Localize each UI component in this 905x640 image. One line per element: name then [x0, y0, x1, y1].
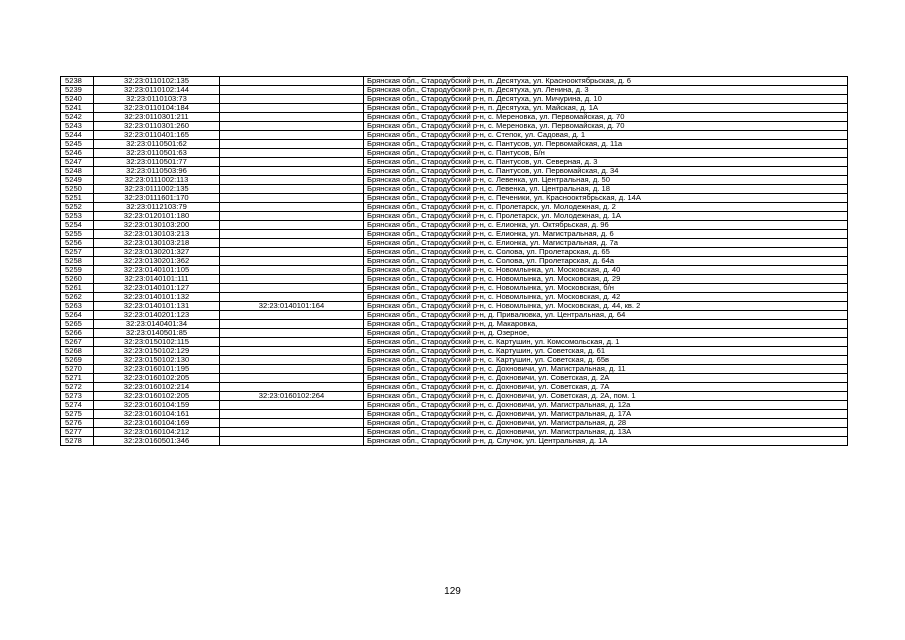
- table-row: [61, 212, 848, 221]
- table-row: [61, 374, 848, 383]
- cadastral-number-cell: 32:23:0112103:79: [94, 203, 220, 212]
- page-number: 129: [444, 586, 461, 597]
- cadastral-number-cell: 32:23:0140101:105: [94, 266, 220, 275]
- address-cell: Брянская обл., Стародубский р-н, с. Пролетарск, ул. Молодежная, д. 1А: [364, 212, 848, 221]
- table-row: [61, 95, 848, 104]
- cadastral-number-cell: 32:23:0160102:205: [94, 374, 220, 383]
- table-row: [61, 410, 848, 419]
- row-number-cell: 5239: [61, 86, 94, 95]
- address-cell: Брянская обл., Стародубский р-н, с. Новомлынка, ул. Московская, д. 29: [364, 275, 848, 284]
- address-cell: Брянская обл., Стародубский р-н, д. Озерное,: [364, 329, 848, 338]
- cadastral-number-cell: 32:23:0130201:327: [94, 248, 220, 257]
- table-row: [61, 293, 848, 302]
- table-row: [61, 356, 848, 365]
- cadastral-number-cell: 32:23:0110501:77: [94, 158, 220, 167]
- address-cell: Брянская обл., Стародубский р-н, с. Дохновичи, ул. Советская, д. 2А: [364, 374, 848, 383]
- cadastral-number-cell: 32:23:0160102:214: [94, 383, 220, 392]
- table-row: [61, 329, 848, 338]
- table-row: [61, 302, 848, 311]
- row-number-cell: 5255: [61, 230, 94, 239]
- address-cell: Брянская обл., Стародубский р-н, с. Дохновичи, ул. Магистральная, д. 28: [364, 419, 848, 428]
- table-row: [61, 203, 848, 212]
- address-cell: Брянская обл., Стародубский р-н, с. Левенка, ул. Центральная, д. 18: [364, 185, 848, 194]
- table-row: [61, 275, 848, 284]
- address-cell: Брянская обл., Стародубский р-н, с. Пантусов, ул. Первомайская, д. 11а: [364, 140, 848, 149]
- address-cell: Брянская обл., Стародубский р-н, п. Десятуха, ул. Ленина, д. 3: [364, 86, 848, 95]
- address-cell: Брянская обл., Стародубский р-н, с. Картушин, ул. Комсомольская, д. 1: [364, 338, 848, 347]
- related-cadastral-number-cell: [220, 167, 364, 176]
- address-cell: Брянская обл., Стародубский р-н, с. Новомлынка, ул. Московская, д. 44, кв. 2: [364, 302, 848, 311]
- cadastral-number-cell: 32:23:0160104:169: [94, 419, 220, 428]
- row-number-cell: 5247: [61, 158, 94, 167]
- row-number-cell: 5252: [61, 203, 94, 212]
- related-cadastral-number-cell: [220, 293, 364, 302]
- related-cadastral-number-cell: [220, 356, 364, 365]
- table-row: [61, 320, 848, 329]
- cadastral-number-cell: 32:23:0110301:260: [94, 122, 220, 131]
- cadastral-number-cell: 32:23:0140101:127: [94, 284, 220, 293]
- address-cell: Брянская обл., Стародубский р-н, с. Дохновичи, ул. Магистральная, д. 12а: [364, 401, 848, 410]
- related-cadastral-number-cell: [220, 104, 364, 113]
- address-cell: Брянская обл., Стародубский р-н, с. Степок, ул. Садовая, д. 1: [364, 131, 848, 140]
- cadastral-number-cell: 32:23:0110103:73: [94, 95, 220, 104]
- related-cadastral-number-cell: [220, 239, 364, 248]
- related-cadastral-number-cell: [220, 320, 364, 329]
- row-number-cell: 5268: [61, 347, 94, 356]
- table-row: [61, 140, 848, 149]
- address-cell: Брянская обл., Стародубский р-н, с. Дохновичи, ул. Советская, д. 2А, пом. 1: [364, 392, 848, 401]
- row-number-cell: 5267: [61, 338, 94, 347]
- table-row: [61, 131, 848, 140]
- related-cadastral-number-cell: [220, 194, 364, 203]
- row-number-cell: 5257: [61, 248, 94, 257]
- table-row: [61, 113, 848, 122]
- related-cadastral-number-cell: [220, 437, 364, 446]
- table-row: [61, 392, 848, 401]
- row-number-cell: 5265: [61, 320, 94, 329]
- row-number-cell: 5238: [61, 77, 94, 86]
- row-number-cell: 5269: [61, 356, 94, 365]
- cadastral-number-cell: 32:23:0140101:131: [94, 302, 220, 311]
- row-number-cell: 5266: [61, 329, 94, 338]
- address-cell: Брянская обл., Стародубский р-н, д. Случок, ул. Центральная, д. 1А: [364, 437, 848, 446]
- related-cadastral-number-cell: [220, 266, 364, 275]
- table-row: [61, 185, 848, 194]
- row-number-cell: 5244: [61, 131, 94, 140]
- table-row: [61, 167, 848, 176]
- address-cell: Брянская обл., Стародубский р-н, с. Солова, ул. Пролетарская, д. 65: [364, 248, 848, 257]
- cadastral-number-cell: 32:23:0130201:362: [94, 257, 220, 266]
- related-cadastral-number-cell: [220, 374, 364, 383]
- row-number-cell: 5241: [61, 104, 94, 113]
- cadastral-number-cell: 32:23:0140201:123: [94, 311, 220, 320]
- address-cell: Брянская обл., Стародубский р-н, с. Дохновичи, ул. Магистральная, д. 13А: [364, 428, 848, 437]
- cadastral-number-cell: 32:23:0111002:135: [94, 185, 220, 194]
- table-row: [61, 383, 848, 392]
- row-number-cell: 5245: [61, 140, 94, 149]
- related-cadastral-number-cell: [220, 329, 364, 338]
- address-cell: Брянская обл., Стародубский р-н, п. Десятуха, ул. Краснооктябрьская, д. 6: [364, 77, 848, 86]
- row-number-cell: 5271: [61, 374, 94, 383]
- row-number-cell: 5240: [61, 95, 94, 104]
- related-cadastral-number-cell: 32:23:0140101:164: [220, 302, 364, 311]
- related-cadastral-number-cell: [220, 149, 364, 158]
- related-cadastral-number-cell: 32:23:0160102:264: [220, 392, 364, 401]
- table-row: [61, 365, 848, 374]
- table-row: [61, 239, 848, 248]
- table-row: [61, 401, 848, 410]
- cadastral-number-cell: 32:23:0130103:200: [94, 221, 220, 230]
- related-cadastral-number-cell: [220, 203, 364, 212]
- row-number-cell: 5249: [61, 176, 94, 185]
- row-number-cell: 5260: [61, 275, 94, 284]
- cadastral-number-cell: 32:23:0110104:184: [94, 104, 220, 113]
- row-number-cell: 5274: [61, 401, 94, 410]
- related-cadastral-number-cell: [220, 230, 364, 239]
- row-number-cell: 5248: [61, 167, 94, 176]
- table-row: [61, 266, 848, 275]
- address-cell: Брянская обл., Стародубский р-н, д. Макаровка,: [364, 320, 848, 329]
- row-number-cell: 5264: [61, 311, 94, 320]
- table-row: [61, 149, 848, 158]
- related-cadastral-number-cell: [220, 185, 364, 194]
- row-number-cell: 5261: [61, 284, 94, 293]
- cadastral-number-cell: 32:23:0110401:165: [94, 131, 220, 140]
- related-cadastral-number-cell: [220, 131, 364, 140]
- cadastral-number-cell: 32:23:0160102:205: [94, 392, 220, 401]
- table-row: [61, 347, 848, 356]
- row-number-cell: 5258: [61, 257, 94, 266]
- row-number-cell: 5263: [61, 302, 94, 311]
- address-cell: Брянская обл., Стародубский р-н, с. Картушин, ул. Советская, д. 65в: [364, 356, 848, 365]
- address-cell: Брянская обл., Стародубский р-н, с. Пантусов, ул. Северная, д. 3: [364, 158, 848, 167]
- cadastral-number-cell: 32:23:0150102:130: [94, 356, 220, 365]
- cadastral-number-cell: 32:23:0150102:129: [94, 347, 220, 356]
- related-cadastral-number-cell: [220, 221, 364, 230]
- table-row: [61, 194, 848, 203]
- table-row: [61, 437, 848, 446]
- cadastral-number-cell: 32:23:0110501:62: [94, 140, 220, 149]
- cadastral-number-cell: 32:23:0130103:213: [94, 230, 220, 239]
- row-number-cell: 5278: [61, 437, 94, 446]
- address-cell: Брянская обл., Стародубский р-н, с. Левенка, ул. Центральная, д. 50: [364, 176, 848, 185]
- table-row: [61, 104, 848, 113]
- related-cadastral-number-cell: [220, 275, 364, 284]
- related-cadastral-number-cell: [220, 140, 364, 149]
- row-number-cell: 5253: [61, 212, 94, 221]
- cadastral-number-cell: 32:23:0130103:218: [94, 239, 220, 248]
- cadastral-number-cell: 32:23:0160104:212: [94, 428, 220, 437]
- address-cell: Брянская обл., Стародубский р-н, с. Дохновичи, ул. Магистральная, д. 17А: [364, 410, 848, 419]
- table-row: [61, 221, 848, 230]
- related-cadastral-number-cell: [220, 311, 364, 320]
- cadastral-number-cell: 32:23:0110102:144: [94, 86, 220, 95]
- row-number-cell: 5275: [61, 410, 94, 419]
- related-cadastral-number-cell: [220, 122, 364, 131]
- address-cell: Брянская обл., Стародубский р-н, с. Мереновка, ул. Первомайская, д. 70: [364, 113, 848, 122]
- address-cell: Брянская обл., Стародубский р-н, с. Елионка, ул. Магистральная, д. 7а: [364, 239, 848, 248]
- related-cadastral-number-cell: [220, 365, 364, 374]
- table-row: [61, 419, 848, 428]
- table-row: [61, 77, 848, 86]
- cadastral-number-cell: 32:23:0140401:34: [94, 320, 220, 329]
- row-number-cell: 5262: [61, 293, 94, 302]
- table-row: [61, 311, 848, 320]
- address-cell: Брянская обл., Стародубский р-н, с. Картушин, ул. Советская, д. 61: [364, 347, 848, 356]
- table-row: [61, 284, 848, 293]
- cadastral-number-cell: 32:23:0110102:135: [94, 77, 220, 86]
- cadastral-number-cell: 32:23:0110501:63: [94, 149, 220, 158]
- related-cadastral-number-cell: [220, 347, 364, 356]
- address-cell: Брянская обл., Стародубский р-н, с. Дохновичи, ул. Магистральная, д. 11: [364, 365, 848, 374]
- cadastral-number-cell: 32:23:0160104:159: [94, 401, 220, 410]
- address-cell: Брянская обл., Стародубский р-н, с. Новомлынка, ул. Московская, д. 42: [364, 293, 848, 302]
- address-cell: Брянская обл., Стародубский р-н, с. Новомлынка, ул. Московская, б/н: [364, 284, 848, 293]
- table-row: [61, 248, 848, 257]
- related-cadastral-number-cell: [220, 338, 364, 347]
- address-cell: Брянская обл., Стародубский р-н, с. Новомлынка, ул. Московская, д. 40: [364, 266, 848, 275]
- cadastral-number-cell: 32:23:0111002:113: [94, 176, 220, 185]
- row-number-cell: 5270: [61, 365, 94, 374]
- related-cadastral-number-cell: [220, 95, 364, 104]
- address-cell: Брянская обл., Стародубский р-н, с. Елионка, ул. Октябрьская, д. 96: [364, 221, 848, 230]
- address-cell: Брянская обл., Стародубский р-н, с. Елионка, ул. Магистральная, д. 6: [364, 230, 848, 239]
- registry-table-body: [61, 77, 848, 446]
- row-number-cell: 5276: [61, 419, 94, 428]
- cadastral-number-cell: 32:23:0111601:170: [94, 194, 220, 203]
- table-row: [61, 122, 848, 131]
- cadastral-number-cell: 32:23:0110301:211: [94, 113, 220, 122]
- related-cadastral-number-cell: [220, 383, 364, 392]
- cadastral-number-cell: 32:23:0160101:195: [94, 365, 220, 374]
- related-cadastral-number-cell: [220, 248, 364, 257]
- address-cell: Брянская обл., Стародубский р-н, с. Дохновичи, ул. Советская, д. 7А: [364, 383, 848, 392]
- related-cadastral-number-cell: [220, 113, 364, 122]
- address-cell: Брянская обл., Стародубский р-н, д. Привалювка, ул. Центральная, д. 64: [364, 311, 848, 320]
- table-row: [61, 230, 848, 239]
- related-cadastral-number-cell: [220, 212, 364, 221]
- cadastral-number-cell: 32:23:0140101:111: [94, 275, 220, 284]
- table-row: [61, 257, 848, 266]
- row-number-cell: 5250: [61, 185, 94, 194]
- address-cell: Брянская обл., Стародубский р-н, с. Пролетарск, ул. Молодежная, д. 2: [364, 203, 848, 212]
- row-number-cell: 5242: [61, 113, 94, 122]
- related-cadastral-number-cell: [220, 257, 364, 266]
- row-number-cell: 5273: [61, 392, 94, 401]
- property-registry-table: [60, 76, 848, 446]
- related-cadastral-number-cell: [220, 176, 364, 185]
- table-row: [61, 176, 848, 185]
- address-cell: Брянская обл., Стародубский р-н, с. Печеники, ул. Краснооктябрьская, д. 14А: [364, 194, 848, 203]
- related-cadastral-number-cell: [220, 158, 364, 167]
- address-cell: Брянская обл., Стародубский р-н, п. Десятуха, ул. Мичурина, д. 10: [364, 95, 848, 104]
- related-cadastral-number-cell: [220, 419, 364, 428]
- row-number-cell: 5272: [61, 383, 94, 392]
- related-cadastral-number-cell: [220, 86, 364, 95]
- related-cadastral-number-cell: [220, 401, 364, 410]
- row-number-cell: 5246: [61, 149, 94, 158]
- address-cell: Брянская обл., Стародубский р-н, п. Десятуха, ул. Майская, д. 1А: [364, 104, 848, 113]
- row-number-cell: 5256: [61, 239, 94, 248]
- cadastral-number-cell: 32:23:0160501:346: [94, 437, 220, 446]
- related-cadastral-number-cell: [220, 77, 364, 86]
- related-cadastral-number-cell: [220, 410, 364, 419]
- row-number-cell: 5251: [61, 194, 94, 203]
- related-cadastral-number-cell: [220, 428, 364, 437]
- row-number-cell: 5277: [61, 428, 94, 437]
- cadastral-number-cell: 32:23:0150102:115: [94, 338, 220, 347]
- cadastral-number-cell: 32:23:0110503:96: [94, 167, 220, 176]
- row-number-cell: 5259: [61, 266, 94, 275]
- related-cadastral-number-cell: [220, 284, 364, 293]
- table-row: [61, 158, 848, 167]
- table-row: [61, 338, 848, 347]
- table-row: [61, 428, 848, 437]
- address-cell: Брянская обл., Стародубский р-н, с. Пантусов, Б/н: [364, 149, 848, 158]
- cadastral-number-cell: 32:23:0140101:132: [94, 293, 220, 302]
- table-row: [61, 86, 848, 95]
- cadastral-number-cell: 32:23:0120101:180: [94, 212, 220, 221]
- address-cell: Брянская обл., Стародубский р-н, с. Солова, ул. Пролетарская, д. 64а: [364, 257, 848, 266]
- address-cell: Брянская обл., Стародубский р-н, с. Мереновка, ул. Первомайская, д. 70: [364, 122, 848, 131]
- row-number-cell: 5243: [61, 122, 94, 131]
- address-cell: Брянская обл., Стародубский р-н, с. Пантусов, ул. Первомайская, д. 34: [364, 167, 848, 176]
- row-number-cell: 5254: [61, 221, 94, 230]
- cadastral-number-cell: 32:23:0160104:161: [94, 410, 220, 419]
- cadastral-number-cell: 32:23:0140501:85: [94, 329, 220, 338]
